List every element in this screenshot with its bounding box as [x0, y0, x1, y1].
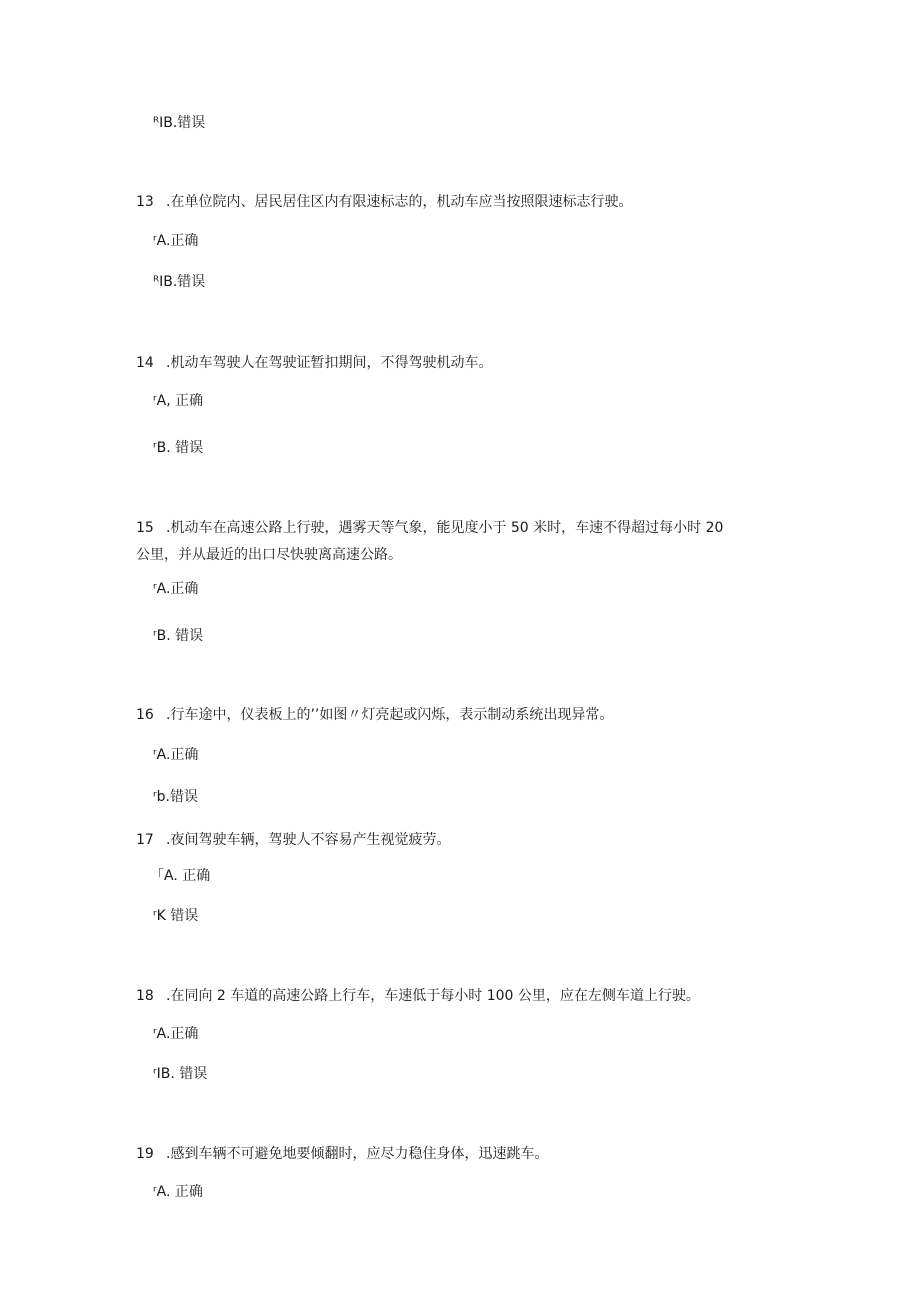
- question-text: .在单位院内、居民居住区内有限速标志的，机动车应当按照限速标志行驶。: [166, 194, 633, 210]
- question-text: .在同向 2 车道的高速公路上行车，车速低于每小时 100 公里，应在左侧车道上行驶。: [166, 988, 700, 1004]
- option-b[interactable]: ʳb.错误: [153, 789, 198, 805]
- option-a[interactable]: ʳA.正确: [153, 581, 199, 597]
- question-number: 15: [136, 520, 154, 536]
- question-number: 16: [136, 707, 154, 723]
- option-b[interactable]: ʳB. 错误: [153, 440, 204, 456]
- option-b[interactable]: ʳK 错误: [153, 908, 199, 924]
- option-a[interactable]: ʳA, 正确: [153, 393, 204, 409]
- option-a[interactable]: ʳA. 正确: [153, 1184, 203, 1200]
- option-b[interactable]: ᴿIB.错误: [153, 274, 206, 290]
- question-number: 19: [136, 1146, 154, 1162]
- option-b[interactable]: ʳB. 错误: [153, 628, 204, 644]
- option-a[interactable]: ʳA.正确: [153, 1026, 199, 1042]
- question-text: .机动车驾驶人在驾驶证暂扣期间，不得驾驶机动车。: [166, 355, 493, 371]
- question-number: 14: [136, 355, 154, 371]
- option-a[interactable]: ʳA.正确: [153, 747, 199, 763]
- question-number: 18: [136, 988, 154, 1004]
- question-number: 13: [136, 194, 154, 210]
- question-text: .感到车辆不可避免地要倾翻时，应尽力稳住身体，迅速跳车。: [166, 1146, 549, 1162]
- question-number: 17: [136, 832, 154, 848]
- question-text: .夜间驾驶车辆，驾驶人不容易产生视觉疲劳。: [166, 832, 451, 848]
- question-text: .机动车在高速公路上行驶，遇雾天等气象，能见度小于 50 米时，车速不得超过每小时 20: [166, 520, 724, 536]
- question-text-continued: 公里，并从最近的出口尽快驶离高速公路。: [136, 547, 402, 563]
- option-a[interactable]: ʳA.正确: [153, 233, 199, 249]
- option-b-prev[interactable]: ᴿIB.错误: [153, 115, 206, 131]
- option-b[interactable]: ʳIB. 错误: [153, 1066, 208, 1082]
- option-a[interactable]: 「A. 正确: [150, 868, 211, 884]
- question-text: .行车途中，仪表板上的’’如图〃灯亮起或闪烁，表示制动系统出现异常。: [166, 707, 614, 723]
